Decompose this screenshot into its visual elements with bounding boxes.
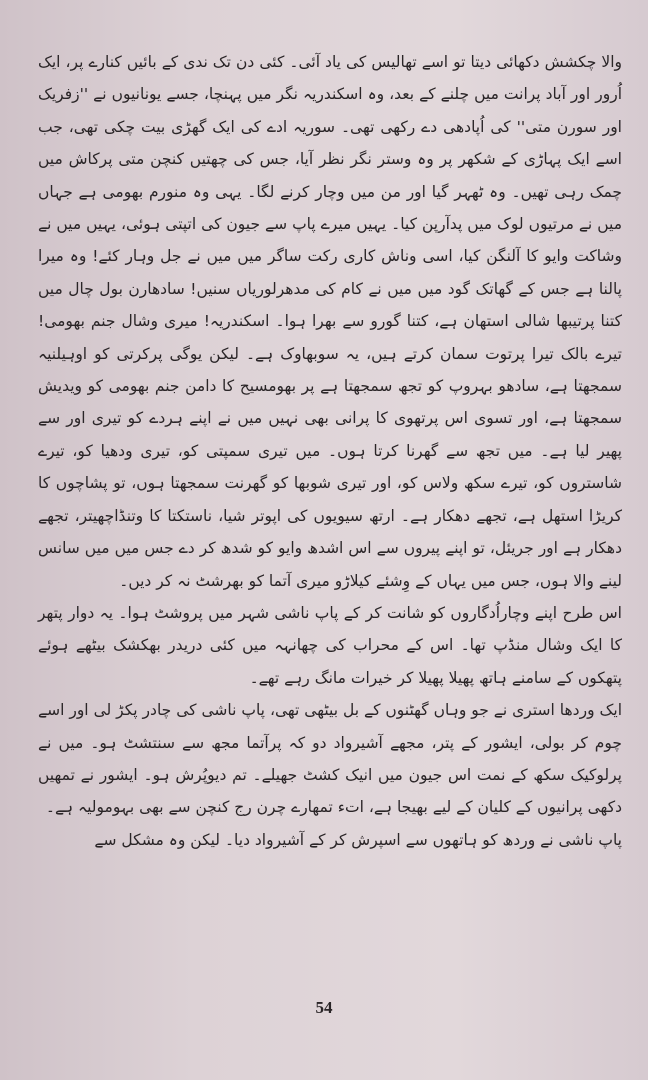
paragraph: والا چکشش دکھائی دیتا تو اسے تھالیس کی یاد آئی۔ کئی دن تک ندی کے بائیں کنارے پر، ایک اُرور اور آباد پرانت میں چلنے کے بعد، وہ اسکندریہ نگر میں پہنچا، جسے یونانیوں نے ''زفریک اور سورن متی'' کی اُپادھی دے رکھی تھی۔ سوریہ ادے کی ایک گھڑی بیت چکی تھی، جب اسے ایک پہاڑی کے شکھر پر وہ وستر نگر نظر آیا، جس کی چھتیں کنچن متی پرکاش میں چمک رہی تھیں۔ وہ ٹھہر گیا اور من میں وچار کرنے لگا۔ یہی وہ منورم بھومی ہے جہاں میں نے مرتیوں لوک میں پدآرپن کیا۔ یہیں میرے پاپ سے جیون کی اتپتی ہوئی، یہیں میں نے وشاکت وایو کا آلنگن کیا، اسی وناش کاری رکت ساگر میں میں نے جل وہار کئے! وہ میرا پالنا ہے جس کے گھاتک گود میں میں نے کام کی مدھرلوریاں سنیں! سادھارن بول چال میں کتنا پرتیبھا شالی استھان ہے، کتنا گورو سے بھرا ہوا۔ اسکندریہ! میری وشال جنم بھومی! تیرے بالک تیرا پرتوت سمان کرتے ہیں، یہ سوبھاوک ہے۔ لیکن یوگی پرکرتی کو اوہیلنیہ سمجھتا ہے، سادھو بہروپ کو تجھ سمجھتا ہے پر بھومسیح کا دامن جنم بھومی کو ویدیش سمجھتا ہے، اور تسوی اس پرتھوی کا پرانی بھی نہیں میں نے اپنے ہردے کو تیری اور سے پھیر لیا ہے۔ میں تجھ سے گھرنا کرتا ہوں۔ میں تیری سمپتی کو، تیری ودھیا کو، تیرے شاستروں کو، تیرے سکھ ولاس کو، اور تیری شوبھا کو گھرنت سمجھتا ہوں، تو پشاچوں کا کریڑا استھل ہے، تجھے دھکار ہے۔ ارتھ سیویوں کی اپوتر شیا، ناستکتا کا وتنڈاچھیتر، تجھے دھکار ہے اور جریئل، تو اپنے پیروں سے اس اشدھ وایو کو شدھ کر دے جس میں میں سانس لینے والا ہوں، جس میں یہاں کے وِشئے کیلاڑو میری آتما کو بھرشٹ نہ کر دیں۔ xyxy=(38,53,622,590)
paragraph: پاپ ناشی نے وردھ کو ہاتھوں سے اسپرش کر کے آشیرواد دیا۔ لیکن وہ مشکل سے xyxy=(94,830,622,849)
body-text xyxy=(38,46,622,856)
page-number: 54 xyxy=(315,998,333,1017)
paragraph: اس طرح اپنے وچاراُدگاروں کو شانت کر کے پاپ ناشی شہر میں پروشٹ ہوا۔ یہ دوار پتھر کا ایک وشال منڈپ تھا۔ اس کے محراب کی چھانہہ میں کئی دریدر بھکشک بیٹھے ہوئے پتھکوں کے سامنے ہاتھ پھیلا پھیلا کر خیرات مانگ رہے تھے۔ xyxy=(38,603,622,687)
paragraph: ایک وردھا استری نے جو وہاں گھٹنوں کے بل بیٹھی تھی، پاپ ناشی کی چادر پکڑ لی اور اسے چوم کر بولی، ایشور کے پتر، مجھے آشیرواد دو کہ پرآتما مجھ سے سنتشٹ ہو۔ میں نے پرلوکیک سکھ کے نمت اس جیون میں انیک کشٹ جھیلے۔ تم دیوپُرش ہو۔ ایشور نے تمھیں دکھی پرانیوں کے کلیان کے لیے بھیجا ہے، اتء تمھارے چرن رج کنچن سے بھی بہومولیہ ہے۔ xyxy=(38,701,622,817)
